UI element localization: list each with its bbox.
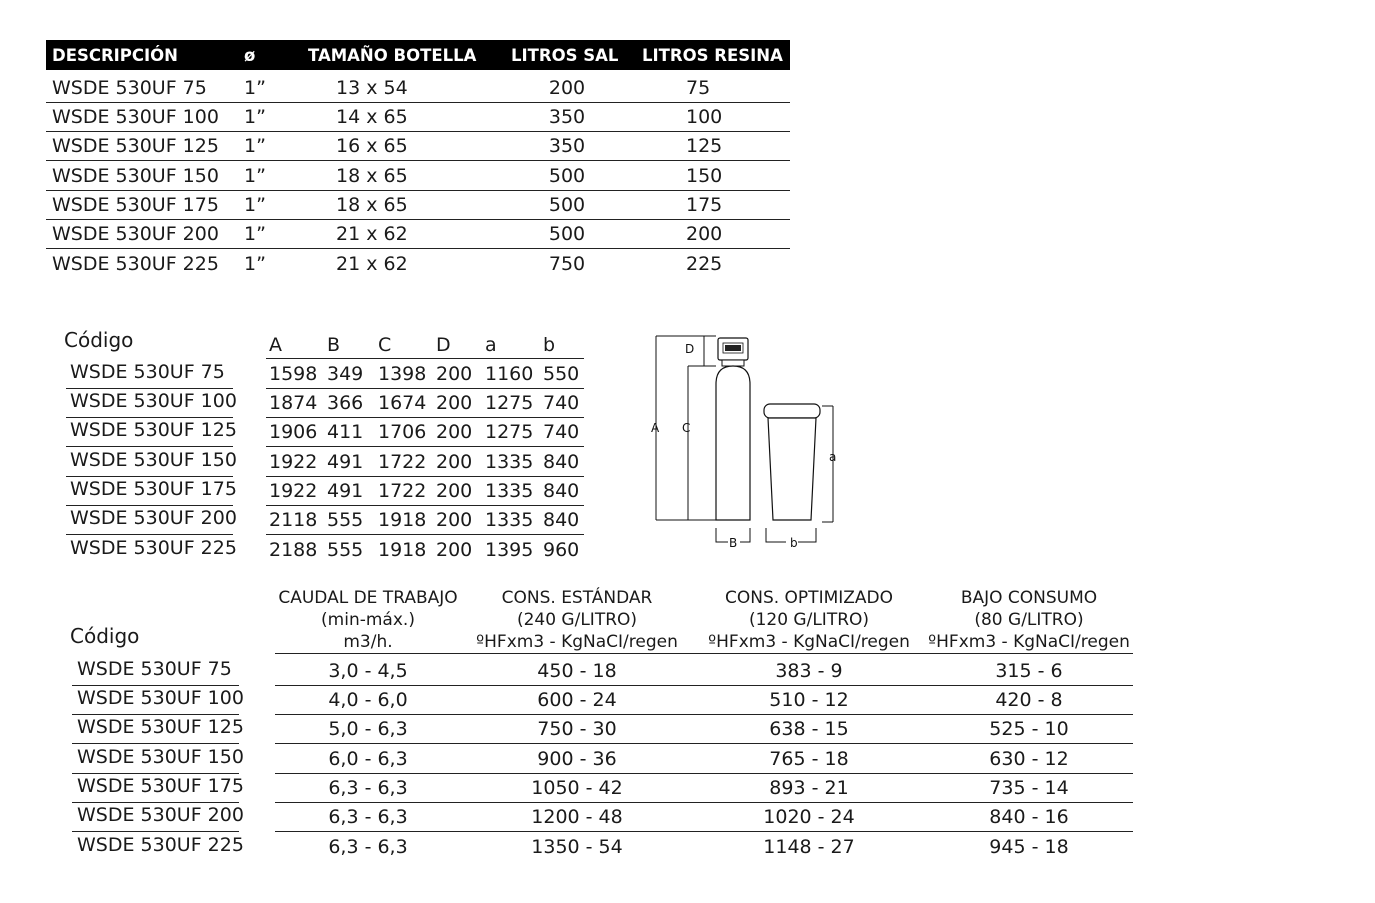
table-row bbox=[266, 447, 584, 477]
table1-header-tamano-botella: TAMAÑO BOTELLA bbox=[308, 46, 477, 65]
table2-code-cell bbox=[66, 417, 237, 447]
table1-header-diametro: ø bbox=[244, 46, 256, 65]
table2-codigo-label: Código bbox=[64, 328, 134, 352]
table2-code-text: WSDE 530UF 75 bbox=[70, 361, 225, 383]
table2-cell-C: 1918 bbox=[378, 539, 427, 561]
table3-code-text: WSDE 530UF 175 bbox=[77, 775, 244, 797]
table1-cell-resina: 175 bbox=[686, 194, 723, 216]
table2-cell-A: 1922 bbox=[269, 480, 318, 502]
table3-cell-optimizado: 1020 - 24 bbox=[763, 806, 855, 828]
table1-cell-tamano: 14 x 65 bbox=[336, 106, 408, 128]
table3-cell-caudal: 3,0 - 4,5 bbox=[328, 660, 408, 682]
table3-code-text: WSDE 530UF 200 bbox=[77, 804, 244, 826]
table3-cell-estandar: 600 - 24 bbox=[537, 689, 617, 711]
table1-cell-descripcion: WSDE 530UF 200 bbox=[52, 223, 219, 245]
table2-cell-D: 200 bbox=[436, 480, 473, 502]
table2-code-cell bbox=[66, 388, 237, 418]
table2-cell-b: 840 bbox=[543, 480, 580, 502]
table1-cell-sal: 500 bbox=[548, 165, 586, 187]
table1-cell-sal: 500 bbox=[548, 194, 586, 216]
table3-code-text: WSDE 530UF 150 bbox=[77, 746, 244, 768]
table3-cell-estandar: 450 - 18 bbox=[537, 660, 617, 682]
table2-code-text: WSDE 530UF 100 bbox=[70, 390, 237, 412]
table2-cell-a: 1275 bbox=[485, 421, 534, 443]
table2-code-text: WSDE 530UF 175 bbox=[70, 478, 237, 500]
table3-code-text: WSDE 530UF 225 bbox=[77, 834, 244, 856]
table2-cell-B: 349 bbox=[327, 363, 364, 385]
table1-cell-sal: 750 bbox=[548, 253, 586, 275]
table-row bbox=[275, 656, 1133, 686]
table2-cell-b: 960 bbox=[543, 539, 580, 561]
table2-cell-D: 200 bbox=[436, 392, 473, 414]
table2-code-cell bbox=[66, 535, 237, 564]
table3-cell-bajo: 735 - 14 bbox=[989, 777, 1069, 799]
table2-code-text: WSDE 530UF 125 bbox=[70, 419, 237, 441]
table3-cell-optimizado: 765 - 18 bbox=[769, 748, 849, 770]
diagram-label-a: a bbox=[829, 450, 837, 464]
table2-code-text: WSDE 530UF 150 bbox=[70, 449, 237, 471]
table-row bbox=[266, 359, 584, 389]
table2-header-B: B bbox=[327, 334, 341, 356]
table3-header-line: ºHFxm3 - KgNaCI/regen bbox=[708, 632, 910, 652]
table3-cell-optimizado: 1148 - 27 bbox=[763, 836, 855, 858]
table2-cell-b: 550 bbox=[543, 363, 580, 385]
table1-cell-tamano: 18 x 65 bbox=[336, 165, 408, 187]
table3-code-text: WSDE 530UF 75 bbox=[77, 658, 232, 680]
table3-code-cell bbox=[72, 656, 239, 686]
table3-code-text: WSDE 530UF 125 bbox=[77, 716, 244, 738]
table3-code-cell bbox=[72, 685, 244, 715]
table3-cell-estandar: 750 - 30 bbox=[537, 718, 617, 740]
table2-cell-C: 1722 bbox=[378, 451, 427, 473]
table1-cell-diametro: 1” bbox=[244, 135, 266, 157]
table1-header-row bbox=[46, 40, 790, 70]
table3-header-caudal bbox=[275, 587, 461, 653]
table1-cell-resina: 100 bbox=[686, 106, 723, 128]
table3-cell-caudal: 4,0 - 6,0 bbox=[328, 689, 408, 711]
table3-header-line: (240 G/LITRO) bbox=[516, 610, 638, 630]
table3-header-bajo-consumo bbox=[925, 587, 1133, 653]
softener-dimension-diagram bbox=[646, 332, 846, 552]
table2-cell-a: 1160 bbox=[485, 363, 534, 385]
table-row bbox=[275, 802, 1133, 832]
table1-cell-diametro: 1” bbox=[244, 106, 266, 128]
table2-cell-D: 200 bbox=[436, 539, 473, 561]
table3-code-cell bbox=[72, 714, 244, 744]
table2-cell-a: 1275 bbox=[485, 392, 534, 414]
table3-cell-optimizado: 383 - 9 bbox=[775, 660, 843, 682]
table3-cell-optimizado: 638 - 15 bbox=[769, 718, 849, 740]
table3-header-line: (min-máx.) bbox=[321, 610, 415, 630]
table1-cell-sal: 350 bbox=[548, 106, 586, 128]
table3-header-line: BAJO CONSUMO bbox=[960, 588, 1098, 608]
table-row bbox=[266, 417, 584, 447]
table3-cell-estandar: 1050 - 42 bbox=[531, 777, 623, 799]
table2-cell-b: 840 bbox=[543, 451, 580, 473]
diagram-label-C: C bbox=[682, 421, 691, 435]
table2-cell-A: 2188 bbox=[269, 539, 318, 561]
table1-cell-resina: 75 bbox=[686, 77, 711, 99]
table1-cell-tamano: 13 x 54 bbox=[336, 77, 408, 99]
table-row bbox=[266, 476, 584, 506]
table1-cell-sal: 500 bbox=[548, 223, 586, 245]
table2-header-b: b bbox=[543, 334, 556, 356]
table-row bbox=[275, 685, 1133, 715]
table2-cell-A: 1906 bbox=[269, 421, 318, 443]
table3-cell-bajo: 315 - 6 bbox=[995, 660, 1063, 682]
table2-code-text: WSDE 530UF 225 bbox=[70, 537, 237, 559]
table1-cell-diametro: 1” bbox=[244, 223, 266, 245]
table3-header-divider bbox=[275, 653, 1133, 654]
table1-cell-resina: 125 bbox=[686, 135, 723, 157]
table1-cell-sal: 200 bbox=[548, 77, 586, 99]
table2-header-D: D bbox=[436, 334, 451, 356]
table1-cell-resina: 200 bbox=[686, 223, 723, 245]
table2-cell-a: 1335 bbox=[485, 509, 534, 531]
table1-cell-tamano: 16 x 65 bbox=[336, 135, 408, 157]
table2-cell-A: 1922 bbox=[269, 451, 318, 473]
table2-cell-B: 491 bbox=[327, 451, 364, 473]
table3-code-cell bbox=[72, 832, 244, 861]
table1-cell-sal: 350 bbox=[548, 135, 586, 157]
table3-cell-bajo: 630 - 12 bbox=[989, 748, 1069, 770]
table2-cell-A: 1598 bbox=[269, 363, 318, 385]
table2-cell-b: 740 bbox=[543, 421, 580, 443]
table3-cell-bajo: 945 - 18 bbox=[989, 836, 1069, 858]
table3-header-line: CAUDAL DE TRABAJO bbox=[278, 588, 458, 608]
table3-header-line: ºHFxm3 - KgNaCI/regen bbox=[928, 632, 1130, 652]
table1-cell-diametro: 1” bbox=[244, 253, 266, 275]
table1-header-litros-resina: LITROS RESINA bbox=[642, 46, 783, 65]
table3-codigo-label: Código bbox=[70, 624, 140, 648]
table2-cell-A: 1874 bbox=[269, 392, 318, 414]
table1-header-litros-sal: LITROS SAL bbox=[511, 46, 619, 65]
table1-cell-descripcion: WSDE 530UF 125 bbox=[52, 135, 219, 157]
table2-cell-B: 555 bbox=[327, 539, 364, 561]
table1-cell-diametro: 1” bbox=[244, 165, 266, 187]
table-row bbox=[46, 131, 790, 161]
table3-cell-caudal: 6,3 - 6,3 bbox=[328, 836, 408, 858]
table-row bbox=[46, 249, 790, 278]
table2-cell-D: 200 bbox=[436, 363, 473, 385]
table2-cell-B: 411 bbox=[327, 421, 364, 443]
table2-cell-B: 491 bbox=[327, 480, 364, 502]
table1-cell-descripcion: WSDE 530UF 100 bbox=[52, 106, 219, 128]
table2-header-C: C bbox=[378, 334, 392, 356]
table-row bbox=[275, 744, 1133, 774]
table-row bbox=[46, 102, 790, 132]
table3-header-line: CONS. ESTÁNDAR bbox=[501, 588, 653, 608]
table-row bbox=[275, 832, 1133, 861]
resin-tank-icon bbox=[716, 338, 750, 520]
table-row bbox=[266, 535, 584, 564]
table-row bbox=[46, 73, 790, 103]
table1-cell-tamano: 21 x 62 bbox=[336, 223, 408, 245]
table-row bbox=[46, 161, 790, 191]
table3-code-cell bbox=[72, 744, 244, 774]
table1-cell-descripcion: WSDE 530UF 150 bbox=[52, 165, 219, 187]
table2-code-cell bbox=[66, 359, 233, 389]
table3-cell-bajo: 525 - 10 bbox=[989, 718, 1069, 740]
table2-cell-D: 200 bbox=[436, 451, 473, 473]
table-row bbox=[275, 714, 1133, 744]
table1-cell-descripcion: WSDE 530UF 175 bbox=[52, 194, 219, 216]
table2-header-a: a bbox=[485, 334, 497, 356]
table1-cell-resina: 150 bbox=[686, 165, 723, 187]
brine-tank-icon bbox=[764, 404, 820, 520]
table2-cell-C: 1706 bbox=[378, 421, 427, 443]
table3-code-cell bbox=[72, 802, 244, 832]
table3-cell-caudal: 6,0 - 6,3 bbox=[328, 748, 408, 770]
diagram-label-D: D bbox=[685, 342, 695, 356]
table3-code-cell bbox=[72, 773, 244, 803]
table3-cell-caudal: 6,3 - 6,3 bbox=[328, 806, 408, 828]
table3-cell-estandar: 1350 - 54 bbox=[531, 836, 623, 858]
table3-cell-estandar: 1200 - 48 bbox=[531, 806, 623, 828]
table2-cell-C: 1398 bbox=[378, 363, 427, 385]
table1-cell-resina: 225 bbox=[686, 253, 723, 275]
table-row bbox=[275, 773, 1133, 803]
table2-cell-B: 366 bbox=[327, 392, 364, 414]
table3-header-line: (80 G/LITRO) bbox=[974, 610, 1084, 630]
table2-code-text: WSDE 530UF 200 bbox=[70, 507, 237, 529]
table2-cell-C: 1722 bbox=[378, 480, 427, 502]
table2-cell-a: 1335 bbox=[485, 451, 534, 473]
table1-cell-descripcion: WSDE 530UF 75 bbox=[52, 77, 207, 99]
table2-header-A: A bbox=[269, 334, 282, 356]
table3-cell-estandar: 900 - 36 bbox=[537, 748, 617, 770]
table2-cell-a: 1335 bbox=[485, 480, 534, 502]
table1-header-descripcion: DESCRIPCIÓN bbox=[52, 46, 178, 65]
diagram-label-A: A bbox=[651, 421, 660, 435]
table3-header-line: CONS. OPTIMIZADO bbox=[724, 588, 894, 608]
table1-cell-diametro: 1” bbox=[244, 77, 266, 99]
table2-code-cell bbox=[66, 476, 237, 506]
table-row bbox=[46, 190, 790, 220]
table1-cell-tamano: 21 x 62 bbox=[336, 253, 408, 275]
table-row bbox=[266, 388, 584, 418]
table3-code-text: WSDE 530UF 100 bbox=[77, 687, 244, 709]
table3-cell-bajo: 840 - 16 bbox=[989, 806, 1069, 828]
table2-cell-D: 200 bbox=[436, 509, 473, 531]
table1-cell-diametro: 1” bbox=[244, 194, 266, 216]
table3-cell-bajo: 420 - 8 bbox=[995, 689, 1063, 711]
table3-header-line: m3/h. bbox=[343, 632, 393, 652]
table2-cell-B: 555 bbox=[327, 509, 364, 531]
table3-header-line: ºHFxm3 - KgNaCI/regen bbox=[476, 632, 678, 652]
table2-cell-C: 1674 bbox=[378, 392, 427, 414]
table-row bbox=[266, 505, 584, 535]
diagram-label-B: B bbox=[729, 536, 738, 550]
table2-code-cell bbox=[66, 505, 237, 535]
table3-cell-optimizado: 510 - 12 bbox=[769, 689, 849, 711]
diagram-label-b: b bbox=[790, 536, 798, 550]
table3-cell-optimizado: 893 - 21 bbox=[769, 777, 849, 799]
table2-cell-D: 200 bbox=[436, 421, 473, 443]
table1-cell-tamano: 18 x 65 bbox=[336, 194, 408, 216]
table3-cell-caudal: 6,3 - 6,3 bbox=[328, 777, 408, 799]
table3-header-cons-estandar bbox=[461, 587, 693, 653]
table2-cell-b: 840 bbox=[543, 509, 580, 531]
table2-code-cell bbox=[66, 447, 237, 477]
table2-cell-A: 2118 bbox=[269, 509, 318, 531]
table3-cell-caudal: 5,0 - 6,3 bbox=[328, 718, 408, 740]
table-row bbox=[46, 219, 790, 249]
table2-cell-a: 1395 bbox=[485, 539, 534, 561]
table2-cell-C: 1918 bbox=[378, 509, 427, 531]
table3-header-line: (120 G/LITRO) bbox=[748, 610, 870, 630]
table2-cell-b: 740 bbox=[543, 392, 580, 414]
table3-header-cons-optimizado bbox=[693, 587, 925, 653]
table1-cell-descripcion: WSDE 530UF 225 bbox=[52, 253, 219, 275]
